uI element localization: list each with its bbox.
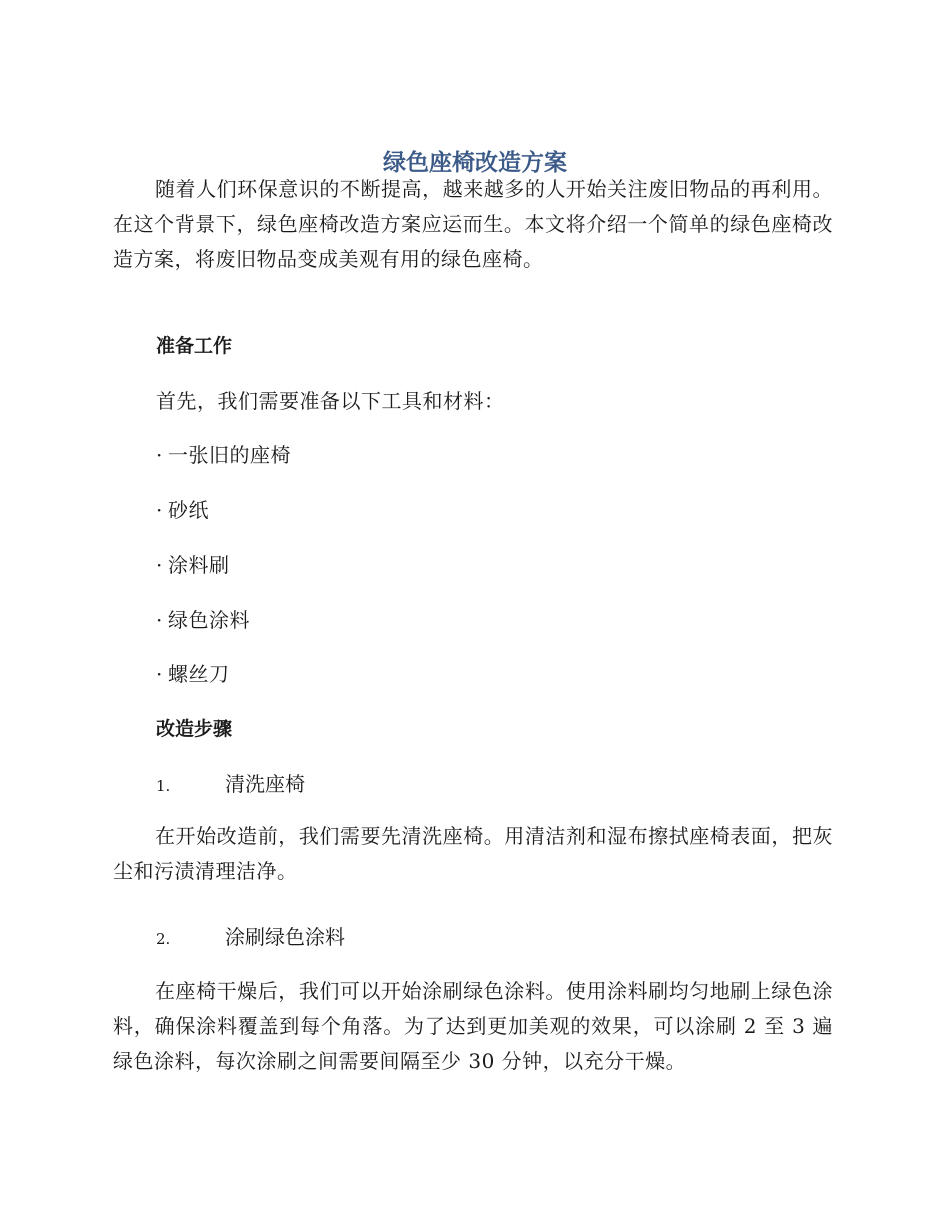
list-item	[156, 495, 209, 525]
step-number: 1.	[156, 777, 171, 795]
prep-heading: 准备工作	[156, 335, 233, 357]
bullet-icon: ·	[156, 443, 163, 467]
step-title	[156, 922, 345, 954]
step-body-paragraph: 在座椅干燥后，我们可以开始涂刷绿色涂料。使用涂料刷均匀地刷上绿色涂料，确保涂料覆盖到每个角落。为了达到更加美观的效果，可以涂刷 2 至 3 遍绿色涂料，每次涂刷之间需要间隔至少 30 分钟，以充分干燥。	[113, 979, 833, 1073]
prep-lead-text: 首先，我们需要准备以下工具和材料：	[156, 389, 505, 413]
list-item-label: 一张旧的座椅	[168, 443, 291, 467]
list-item-label: 砂纸	[168, 498, 209, 522]
bullet-icon: ·	[156, 608, 163, 632]
list-item-label: 绿色涂料	[168, 608, 250, 632]
bullet-icon: ·	[156, 662, 163, 686]
list-item	[156, 440, 291, 470]
list-item-label: 螺丝刀	[168, 662, 230, 686]
step-number: 2.	[156, 930, 171, 948]
step-title-label: 涂刷绿色涂料	[225, 925, 345, 949]
intro-paragraph: 随着人们环保意识的不断提高，越来越多的人开始关注废旧物品的再利用。在这个背景下，绿色座椅改造方案应运而生。本文将介绍一个简单的绿色座椅改造方案，将废旧物品变成美观有用的绿色座椅。	[113, 177, 833, 271]
list-item	[156, 659, 230, 689]
list-item	[156, 605, 250, 635]
list-item	[156, 550, 230, 580]
step-title-label: 清洗座椅	[225, 772, 305, 796]
step-body-paragraph: 在开始改造前，我们需要先清洗座椅。用清洁剂和湿布擦拭座椅表面，把灰尘和污渍清理洁净。	[113, 824, 833, 883]
bullet-icon: ·	[156, 553, 163, 577]
bullet-icon: ·	[156, 498, 163, 522]
document-title: 绿色座椅改造方案	[383, 150, 567, 176]
steps-heading: 改造步骤	[156, 718, 233, 740]
step-title	[156, 769, 305, 801]
list-item-label: 涂料刷	[168, 553, 230, 577]
